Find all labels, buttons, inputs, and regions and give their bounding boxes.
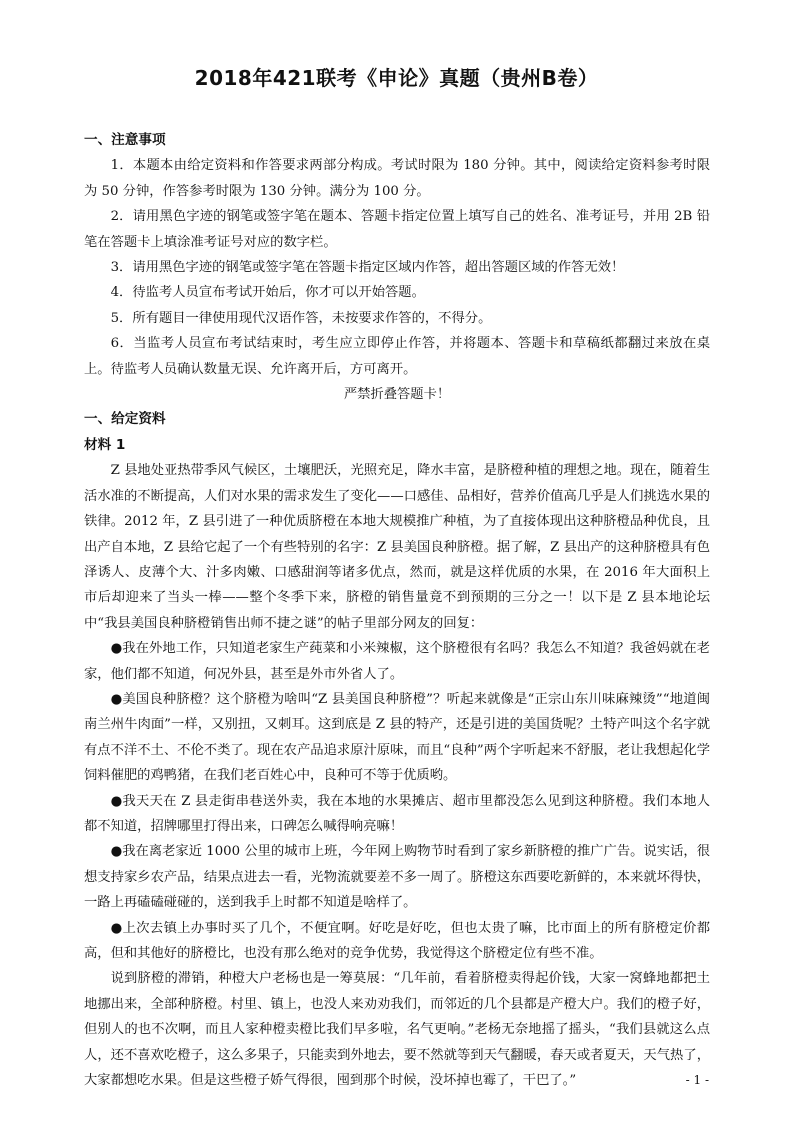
comment-item: ●上次去镇上办事时买了几个，不便宜啊。好吃是好吃，但也太贵了嘛，比市面上的所有脐橙定价都高，但和其他好的脐橙比，也没有那么绝对的竞争优势，我觉得这个脐橙定位有些不准。 (84, 920, 710, 961)
notice-item: 1．本题本由给定资料和作答要求两部分构成。考试时限为 180 分钟。其中，阅读给定资料参考时限为 50 分钟，作答参考时限为 130 分钟。满分为 100 分。 (84, 158, 710, 199)
comment-item: ●我在外地工作，只知道老家生产莼菜和小米辣椒，这个脐橙很有名吗？我怎么不知道？我爸妈就在老家，他们都不知道，何况外县，甚至是外市外省人了。 (84, 641, 710, 682)
comment-item: ●美国良种脐橙？这个脐橙为啥叫“Z 县美国良种脐橙”？听起来就像是“正宗山东川味麻辣烫”“地道闽南兰州牛肉面”一样，又别扭，又刺耳。这到底是 Z 县的特产，还是引进的美国货呢？土特产叫这个名字就有点不洋不土、不伦不类了。现在农产品追求原汁原味，而且“良种”两个字听起来不舒服，老让我想起化学饲料催肥的鸡鸭猪，在我们老百姓心中，良种可不等于优质哟。 (84, 691, 710, 784)
material-closing: 说到脐橙的滞销，种橙大户老杨也是一筹莫展：“几年前，看着脐橙卖得起价钱，大家一窝蜂地都把土地挪出来，全部种脐橙。村里、镇上，也没人来劝劝我们，而邻近的几个县都是产橙大户。我们的橙子好，但别人的也不次啊，而且人家种橙卖橙比我们早多啦，名气更响。”老杨无奈地摇了摇头，“我们县就这么点人，还不喜欢吃橙子，这么多果子，只能卖到外地去，要不然就等到天气翻暖，春天或者夏天，天气热了，大家都想吃水果。但是这些橙子娇气得很，囤到那个时候，没坏掉也霉了，干巴了。” (84, 971, 710, 1089)
notice-item: 2．请用黑色字迹的钢笔或签字笔在题本、答题卡指定位置上填写自己的姓名、准考证号，并用 2B 铅笔在答题卡上填涂准考证号对应的数字栏。 (84, 209, 710, 250)
page-title: 2018年421联考《申论》真题（贵州B卷） (194, 66, 599, 90)
notice-item: 4．待监考人员宣布考试开始后，你才可以开始答题。 (110, 285, 425, 301)
notice-item: 3．请用黑色字迹的钢笔或签字笔在答题卡指定区域内作答，超出答题区域的作答无效！ (110, 260, 625, 276)
comment-item: ●我天天在 Z 县走街串巷送外卖，我在本地的水果摊店、超市里都没怎么见到这种脐橙。我们本地人都不知道，招牌哪里打得出来，口碑怎么喊得响亮嘛！ (84, 793, 710, 834)
document-body (84, 128, 710, 1093)
notice-item: 6．当监考人员宣布考试结束时，考生应立即停止作答，并将题本、答题卡和草稿纸都翻过来放在桌上。待监考人员确认数量无误、允许离开后，方可离开。 (84, 336, 710, 377)
notice-heading: 一、注意事项 (84, 132, 166, 148)
page-number: - 1 - (685, 1073, 709, 1087)
notice-item: 5．所有题目一律使用现代汉语作答，未按要求作答的，不得分。 (110, 310, 492, 326)
warning-text: 严禁折叠答题卡！ (343, 387, 451, 403)
material-intro: Z 县地处亚热带季风气候区，土壤肥沃，光照充足，降水丰富，是脐橙种植的理想之地。现在，随着生活水准的不断提高，人们对水果的需求发生了变化——口感佳、品相好，营养价值高几乎是人们挑选水果的铁律。2012 年，Z 县引进了一种优质脐橙在本地大规模推广种植，为了直接体现出这种脐橙品种优良，且出产自本地，Z 县给它起了一个有些特别的名字：Z 县美国良种脐橙。据了解，Z 县出产的这种脐橙具有色泽诱人、皮薄个大、汁多肉嫩、口感甜润等诸多优点，然而，就是这样优质的水果，在 2016 年大面积上市后却迎来了当头一棒——整个冬季下来，脐橙的销售量竟不到预期的三分之一！以下是 Z 县本地论坛中“我县美国良种脐橙销售出师不捷之谜”的帖子里部分网友的回复： (84, 463, 710, 631)
comment-item: ●我在离老家近 1000 公里的城市上班，今年网上购物节时看到了家乡新脐橙的推广广告。说实话，很想支持家乡农产品，结果点进去一看，光物流就要差不多一周了。脐橙这东西要吃新鲜的，本来就坏得快，一路上再磕磕碰碰的，送到我手上时都不知道是啥样了。 (84, 844, 710, 911)
material-subheading: 材料 1 (84, 436, 126, 453)
materials-heading: 一、给定资料 (84, 411, 166, 428)
